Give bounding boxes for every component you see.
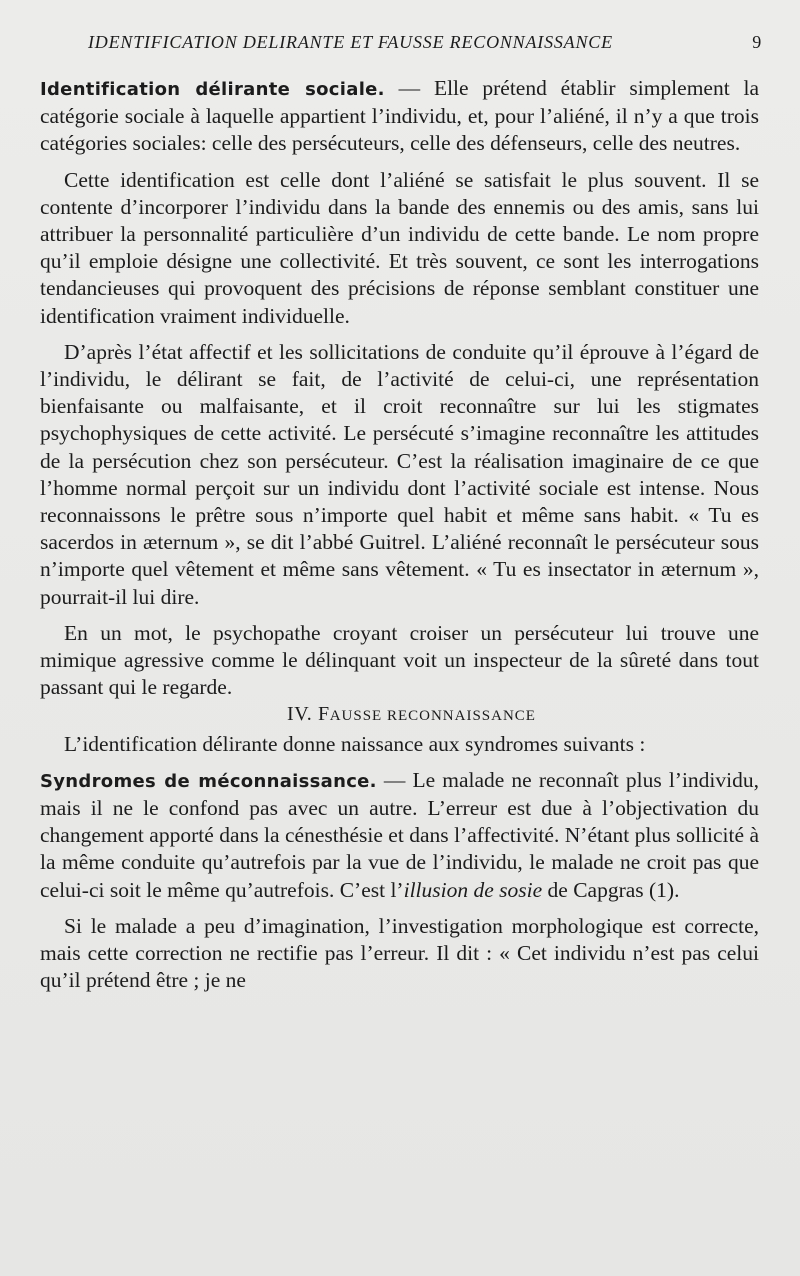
section-word1-rest: AUSSE: [329, 708, 387, 725]
italic-term: illusion de sosie: [403, 877, 543, 902]
page-number: 9: [752, 32, 762, 52]
running-header: [88, 32, 762, 56]
paragraph-text: — Elle prétend établir simplement la catégorie sociale à laquelle appartient l’individu, et, pour l’aliéné, il n’y a que trois catégories sociales: celle des persécuteurs, celle des défenseurs, celle des neutres.: [40, 76, 760, 156]
section-heading: [40, 701, 759, 730]
page-body: [40, 75, 759, 995]
section-numeral: IV. F: [287, 703, 330, 726]
paragraph: En un mot, le psychopathe croyant croiser un persécuteur lui trouve une mimique agressive comme le délinquant voit un inspecteur de la sûreté dans tout passant qui le regarde.: [40, 620, 759, 700]
runin-heading-meconnaissance: Syndromes de méconnaissance.: [40, 770, 377, 792]
paragraph: D’après l’état affectif et les sollicitations de conduite qu’il éprouve à l’égard de l’individu, le délirant se fait, de l’activité de celui-ci, une représentation bienfaisante ou malfaisante, et il croit reconnaître sur lui les stigmates psychophysiques de cette activité. Le persécuté s’imagine reconnaître les attitudes de la persécution chez son persécuteur. C’est la réalisation imaginaire de ce que l’homme normal perçoit sur un individu dont l’activité sociale est intense. Nous reconnaissons le prêtre sous n’importe quel habit et même sans habit. « Tu es sacerdos in æternum », se dit l’abbé Guitrel. L’aliéné reconnaît le persécuteur sous n’importe quel vêtement et même sans vêtement. « Tu es insectator in æternum », pourrait-il lui dire.: [40, 339, 759, 609]
paragraph-social-identification: [40, 75, 759, 158]
paragraph-text: — Le malade ne reconnaît plus l’individu, mais il ne le confond pas avec un autre. L’erreur est due à l’objectivation du changement apporté dans la cénesthésie et dans l’affectivité. N’étant plus sollicité à la même conduite qu’autrefois par la vue de l’individu, le malade ne croit pas que celui-ci soit le même qu’autrefois. C’est l’: [40, 767, 759, 902]
runin-heading-social: Identification délirante sociale.: [40, 79, 385, 100]
paragraph-meconnaissance: [40, 767, 759, 904]
section-word2: RECONNAISSANCE: [386, 708, 536, 725]
paragraph: Cette identification est celle dont l’aliéné se satisfait le plus souvent. Il se contente d’incorporer l’individu dans la bande des ennemis ou des amis, sans lui attribuer la personnalité particulière d’un individu de cette bande. Le nom propre qu’il emploie désigne une collectivité. Et très souvent, ce sont les interrogations tendancieuses qui provoquent des précisions de réponse semblant constituer une identification vraiment individuelle.: [40, 167, 759, 328]
paragraph: Si le malade a peu d’imagination, l’investigation morphologique est correcte, mais cette correction ne rectifie pas l’erreur. Il dit : « Cet individu n’est pas celui qu’il prétend être ; je ne: [40, 913, 759, 993]
running-title: IDENTIFICATION DELIRANTE ET FAUSSE RECONNAISSANCE: [88, 32, 613, 52]
paragraph: L’identification délirante donne naissance aux syndromes suivants :: [64, 731, 646, 756]
paragraph-text: de Capgras (1).: [542, 877, 680, 902]
